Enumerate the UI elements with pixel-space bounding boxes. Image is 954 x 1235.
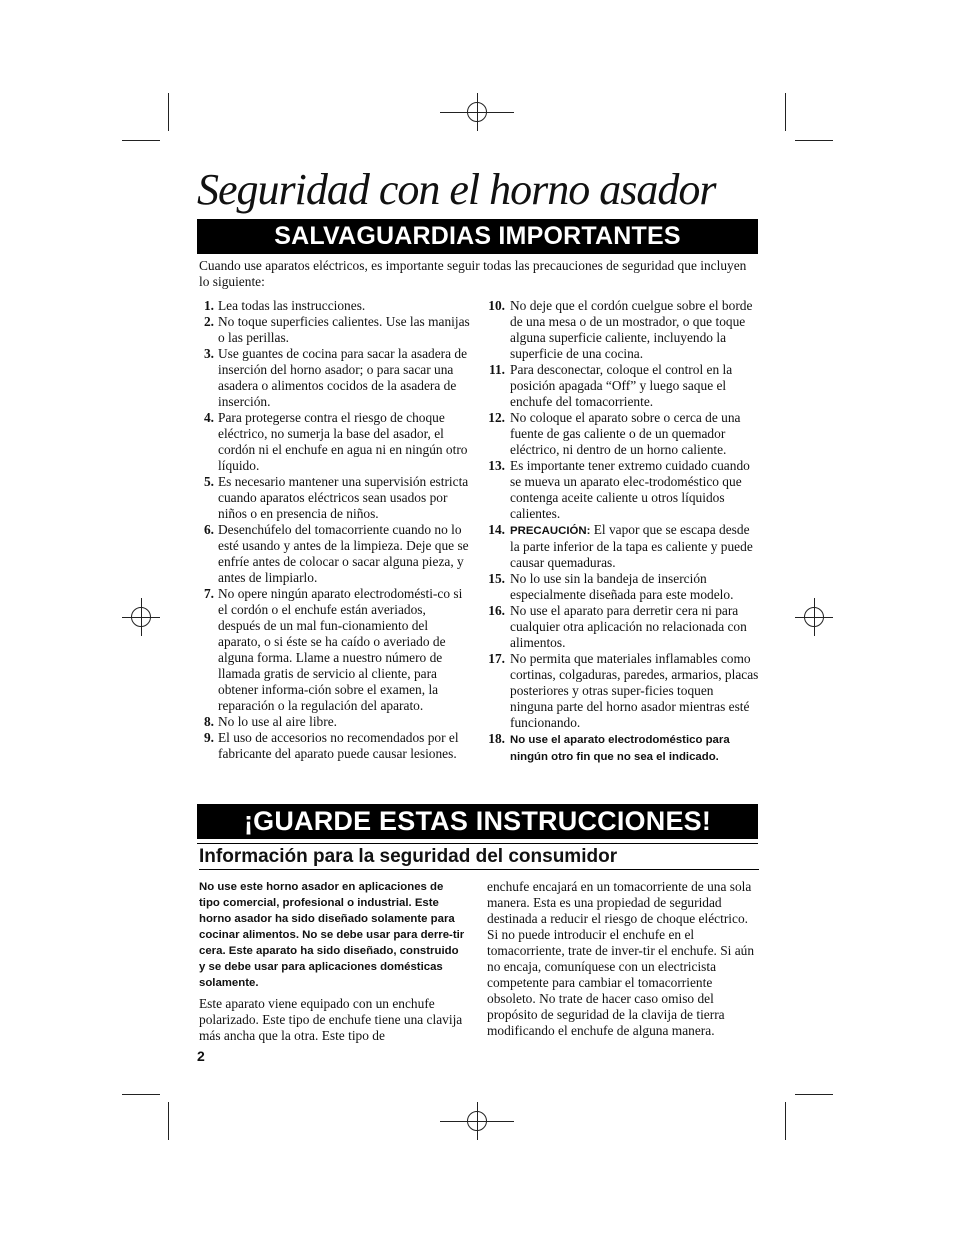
item-number: 4. [203,410,214,425]
item-body: Use guantes de cocina para sacar la asadera de inserción del horno asador; o para sacar una asadera o alimentos cocidos de la asadera de inserción. [218,346,468,409]
item-body: No toque superficies calientes. Use las manijas o las perillas. [218,314,470,345]
item-number: 17. [488,651,505,666]
registration-circle-icon [467,102,487,122]
safeguards-list-left [199,298,471,762]
item-text [510,731,759,765]
crop-mark [785,93,786,131]
item-number: 12. [488,410,505,425]
safeguard-item [199,474,471,522]
item-text [510,362,759,410]
safeguards-list-right [487,298,759,765]
item-body: No lo use al aire libre. [218,714,337,729]
crop-mark [168,1102,169,1140]
item-number: 18. [488,731,505,746]
intro-paragraph: Cuando use aparatos eléctricos, es importante seguir todas las precauciones de seguridad que incluyen lo siguiente: [199,258,747,289]
safeguard-item [487,651,759,731]
item-body: Es necesario mantener una supervisión estricta cuando aparatos eléctricos sean usados por niños o en presencia de niños. [218,474,469,521]
item-body-bold: No use el aparato electrodoméstico para ningún otro fin que no sea el indicado. [510,734,730,763]
item-text [510,603,759,651]
item-body: El uso de accesorios no recomendados por el fabricante del aparato puede causar lesiones. [218,730,459,761]
consumer-warning-bold: No use este horno asador en aplicaciones de tipo comercial, profesional o industrial. Este horno asador ha sido diseñado solamente para cocinar alimentos. No se debe usar para derre-tir cera. Este aparato ha sido diseñado, construido y se debe usar para aplicaciones domésticas solamente. [199,881,465,989]
item-number: 2. [203,314,214,329]
item-text [218,314,471,346]
safeguard-item [487,458,759,522]
item-number: 16. [488,603,505,618]
item-number: 1. [203,298,214,313]
item-number: 5. [203,474,214,489]
item-body: No coloque el aparato sobre o cerca de una fuente de gas caliente o de un quemador eléctrico, ni dentro de un horno caliente. [510,410,741,457]
item-body: Desenchúfelo del tomacorriente cuando no lo esté usando y antes de la limpieza. Deje que se enfríe antes de colocar o sacar alguna pieza, y antes de limpiarlo. [218,522,469,585]
safeguard-item [199,730,471,762]
item-text [510,522,759,571]
page-title: Seguridad con el horno asador [197,165,716,214]
crop-mark [168,93,169,131]
section-rule [197,843,758,844]
crop-mark [795,1094,833,1095]
item-body: No deje que el cordón cuelgue sobre el borde de una mesa o de un mostrador, o que toque alguna superficie caliente, incluyendo la superficie de una cocina. [510,298,753,361]
safeguard-item [487,298,759,362]
registration-circle-icon [467,1111,487,1131]
safeguard-item [199,410,471,474]
caution-label: PRECAUCIÓN: [510,525,591,537]
registration-circle-icon [804,607,824,627]
polarized-plug-paragraph-left: Este aparato viene equipado con un enchufe polarizado. Este tipo de enchufe tiene una clavija más ancha que la otra. Este tipo de [199,996,463,1043]
safeguard-item [487,571,759,603]
item-number: 7. [203,586,214,601]
item-body: No permita que materiales inflamables como cortinas, colgaduras, paredes, armarios, placas posteriores y otras super-ficies toquen ninguna parte del horno asador mientras esté funcionando. [510,651,759,730]
item-number: 6. [203,522,214,537]
item-number: 3. [203,346,214,361]
safeguard-item [487,603,759,651]
item-body: Lea todas las instrucciones. [218,298,366,313]
item-body: Para desconectar, coloque el control en la posición apagada “Off” y luego saque el enchufe del tomacorriente. [510,362,733,409]
item-number: 13. [488,458,505,473]
item-text [218,410,471,474]
item-text [510,458,759,522]
item-body: El vapor que se escapa desde la parte inferior de la tapa es caliente y puede causar quemaduras. [510,522,753,570]
item-number: 8. [203,714,214,729]
crop-mark [122,140,160,141]
crop-mark [785,1102,786,1140]
page-number: 2 [197,1048,205,1064]
safeguard-item [199,522,471,586]
item-text [510,651,759,731]
safeguards-banner: SALVAGUARDIAS IMPORTANTES [197,219,758,254]
safeguard-item [487,362,759,410]
item-body: Es importante tener extremo cuidado cuando se mueva un aparato elec-trodoméstico que contenga aceite caliente u otros líquidos calientes. [510,458,750,521]
item-body: No lo use sin la bandeja de inserción especialmente diseñada para este modelo. [510,571,734,602]
item-number: 9. [203,730,214,745]
item-text [218,298,471,314]
item-text [218,586,471,714]
crop-mark [122,1094,160,1095]
item-number: 11. [489,362,505,377]
save-instructions-banner: ¡GUARDE ESTAS INSTRUCCIONES! [197,804,758,839]
item-body: Para protegerse contra el riesgo de choque eléctrico, no sumerja la base del asador, el cordón ni el enchufe en agua ni en ningún otro líquido. [218,410,468,473]
polarized-plug-paragraph-right: enchufe encajará en un tomacorriente de una sola manera. Esta es una propiedad de seguridad destinada a reducir el riesgo de choque eléctrico. Si no puede introducir el enchufe en el tomacorriente, trate de inver-tir el enchufe. Si aún no encaja, comuníquese con un electricista competente para cambiar el tomacorriente obsoleto. No trate de hacer caso omiso del propósito de seguridad de la clavija de tierra modificando el enchufe de alguna manera. [487,879,755,1038]
safeguard-item [487,522,759,571]
item-text [218,522,471,586]
safeguard-item [199,714,471,730]
item-text [510,410,759,458]
item-number: 10. [488,298,505,313]
safeguard-item [487,410,759,458]
item-text [218,730,471,762]
item-body: No use el aparato para derretir cera ni para cualquier otra aplicación no relacionada con alimentos. [510,603,747,650]
safeguard-item [199,346,471,410]
crop-mark [795,140,833,141]
consumer-safety-heading: Información para la seguridad del consumidor [199,845,759,870]
item-text [218,346,471,410]
item-number: 14. [488,522,505,537]
registration-circle-icon [131,607,151,627]
item-body: No opere ningún aparato electrodomésti-co si el cordón o el enchufe están averiados, después de un mal fun-cionamiento del aparato, o si éste se ha caído o averiado de alguna forma. Llame a nuestro número de llamada gratis de servicio al cliente, para obtener informa-ción sobre el examen, la reparación o la regulación del aparato. [218,586,463,713]
safeguard-item [199,586,471,714]
item-text [510,571,759,603]
safeguard-item [199,314,471,346]
item-text [218,714,471,730]
safeguard-item [199,298,471,314]
item-text [218,474,471,522]
item-number: 15. [488,571,505,586]
safeguard-item [487,731,759,765]
item-text [510,298,759,362]
